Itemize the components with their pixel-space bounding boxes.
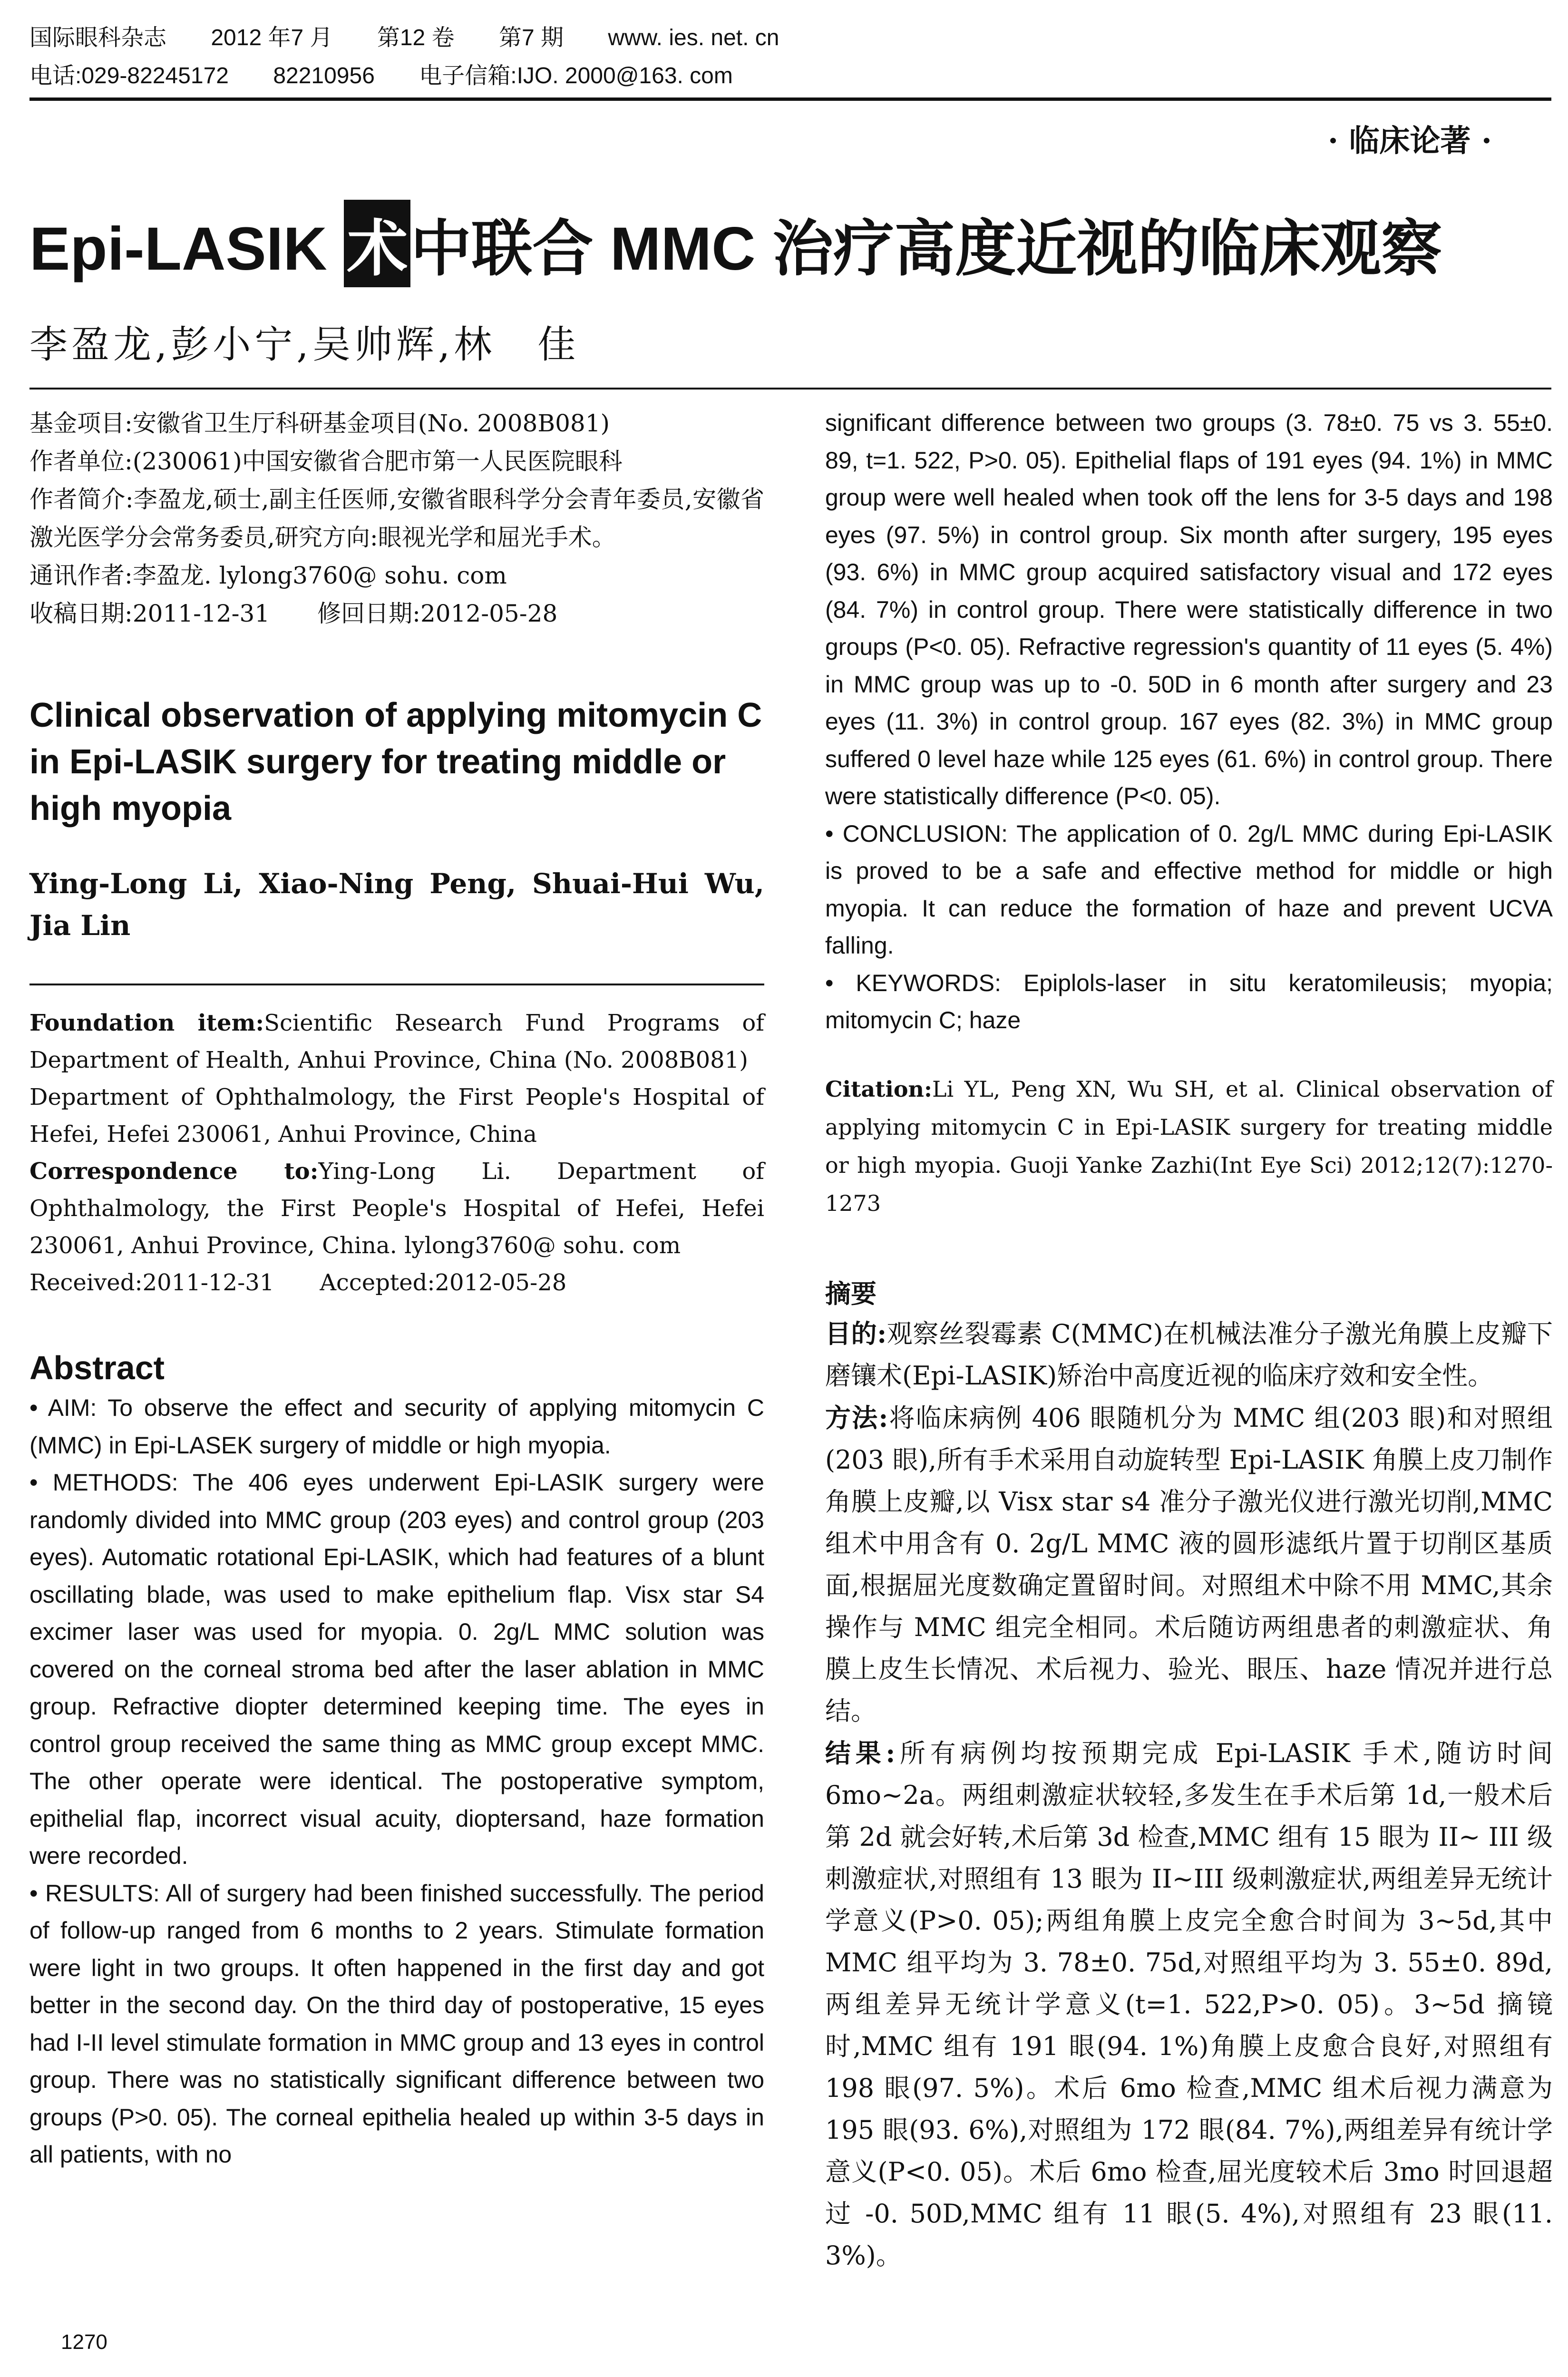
- cn-aim: [825, 1313, 1553, 1397]
- issue-date: 2012 年7 月: [211, 25, 333, 50]
- department: Department of Ophthalmology, the First People's Hospital of Hefei, Hefei 230061, Anhui Province, China: [29, 1084, 764, 1148]
- title-part-1: Epi-LASIK: [29, 215, 344, 283]
- right-column: [825, 404, 1553, 2277]
- foundation-label: Foundation item:: [29, 1010, 264, 1036]
- abstract-results-continued: significant difference between two groups (3. 78±0. 75 vs 3. 55±0. 89, t=1. 522, P>0. 05). Epithelial flaps of 191 eyes (94. 1%) in MMC group were well healed when took off the lens for 3-5 days and 198 eyes (97. 5%) in control group. Six month after surgery, 195 eyes (93. 6%) in MMC group acquired satisfactory visual and 172 eyes (84. 7%) in control group. There were statistically difference in two groups (P<0. 05). Refractive regression's quantity of 11 eyes (5. 4%) in MMC group was up to -0. 50D in 6 month after surgery and 23 eyes (11. 3%) in control group. 167 eyes (82. 3%) in MMC group suffered 0 level haze while 125 eyes (61. 6%) in control group. There were statistically difference (P<0. 05).: [825, 409, 1553, 809]
- citation-text: Li YL, Peng XN, Wu SH, et al. Clinical observation of applying mitomycin C in Epi-LASIK surgery for treating middle or high myopia. Guoji Yanke Zazhi(Int Eye Sci) 2012;12(7):1270-1273: [825, 1076, 1553, 1216]
- cn-methods-label: 方法:: [825, 1402, 888, 1433]
- section-tag: · 临床论著 ·: [1327, 123, 1492, 159]
- citation: [825, 1070, 1553, 1222]
- journal-header: [29, 19, 1551, 95]
- cn-methods: [825, 1397, 1553, 1732]
- foundation-item: [29, 1004, 764, 1079]
- cn-methods-text: 将临床病例 406 眼随机分为 MMC 组(203 眼)和对照组(203 眼),所有手术采用自动旋转型 Epi-LASIK 角膜上皮刀制作角膜上皮瓣,以 Visx star s4 准分子激光仪进行激光切削,MMC 组术中用含有 0. 2g/L MMC 液的圆形滤纸片置于切削区基质面,根据屈光度数确定置留时间。对照组术中除不用 MMC,其余操作与 MMC 组完全相同。术后随访两组患者的刺激症状、角膜上皮生长情况、术后视力、验光、眼压、haze 情况并进行总结。: [825, 1403, 1553, 1726]
- cn-results-label: 结果:: [825, 1737, 896, 1768]
- affiliation-info: 作者单位:(230061)中国安徽省合肥市第一人民医院眼科: [29, 448, 623, 475]
- header-divider: [29, 97, 1551, 101]
- journal-name: 国际眼科杂志: [29, 25, 167, 50]
- foundation-text: Scientific Research Fund Programs of Department of Health, Anhui Province, China (No. 2008B081): [29, 1010, 764, 1073]
- english-title: Clinical observation of applying mitomycin C in Epi-LASIK surgery for treating middle or high myopia: [29, 696, 762, 828]
- en-dates: Received:2011-12-31 Accepted:2012-05-28: [29, 1269, 567, 1296]
- page-number: 1270: [61, 2330, 107, 2354]
- abstract-methods: • METHODS: The 406 eyes underwent Epi-LASIK surgery were randomly divided into MMC group (203 eyes) and control group (203 eyes). Automatic rotational Epi-LASIK, which had features of a blunt oscillating blade, was used to make epithelium flap. Visx star S4 excimer laser was used for myopia. 0. 2g/L MMC solution was covered on the corneal stroma bed after the laser ablation in MMC group. Refractive diopter determined keeping time. The eyes in control group received the same thing as MMC group except MMC. The other operate were identical. The postoperative symptom, epithelial flap, incorrect visual acuity, dioptersand, haze formation were recorded.: [29, 1469, 764, 1869]
- abstract-results: • RESULTS: All of surgery had been finished successfully. The period of follow-up ranged from 6 months to 2 years. Stimulate formation were light in two groups. It often happened in the first day and got better in the second day. On the third day of postoperative, 15 eyes had I-II level stimulate formation in MMC group and 13 eyes in control group. There was no statistically significant difference between two groups (P>0. 05). The corneal epithelia healed up within 3-5 days in all patients, with no: [29, 1880, 764, 2168]
- cn-aim-text: 观察丝裂霉素 C(MMC)在机械法准分子激光角膜上皮瓣下磨镶术(Epi-LASIK)矫治中高度近视的临床疗效和安全性。: [825, 1318, 1553, 1391]
- abstract-heading: Abstract: [29, 1349, 165, 1386]
- author-bio: 作者简介:李盈龙,硕士,副主任医师,安徽省眼科学分会青年委员,安徽省激光医学分会常务委员,研究方向:眼视光学和屈光手术。: [29, 486, 764, 551]
- title-divider: [29, 388, 1551, 390]
- abstract-keywords: • KEYWORDS: Epiplols-laser in situ keratomileusis; myopia; mitomycin C; haze: [825, 969, 1553, 1033]
- fax: 82210956: [273, 63, 375, 88]
- issue-number: 第7 期: [498, 25, 564, 50]
- title-boxed-char: 术: [344, 200, 410, 287]
- title-part-2: 中联合 MMC 治疗高度近视的临床观察: [410, 215, 1442, 283]
- volume: 第12 卷: [377, 25, 455, 50]
- journal-website[interactable]: www. ies. net. cn: [608, 25, 779, 50]
- cn-results-text: 所有病例均按预期完成 Epi-LASIK 手术,随访时间 6mo~2a。两组刺激症状较轻,多发生在手术后第 1d,一般术后第 2d 就会好转,术后第 3d 检查,MMC 组有 15 眼为 II~ III 级刺激症状,对照组有 13 眼为 II~III 级刺激症状,两组差异无统计学意义(P>0. 05);两组角膜上皮完全愈合时间为 3~5d,其中 MMC 组平均为 3. 78±0. 75d,对照组平均为 3. 55±0. 89d,两组差异无统计学意义(t=1. 522,P>0. 05)。3~5d 摘镜时,MMC 组有 191 眼(94. 1%)角膜上皮愈合良好,对照组有 198 眼(97. 5%)。术后 6mo 检查,MMC 组术后视力满意为 195 眼(93. 6%),对照组为 172 眼(84. 7%),两组差异有统计学意义(P<0. 05)。术后 6mo 检查,屈光度较术后 3mo 时回退超过 -0. 50D,MMC 组有 11 眼(5. 4%),对照组有 23 眼(11. 3%)。: [825, 1738, 1553, 2270]
- abstract-aim: • AIM: To observe the effect and security of applying mitomycin C (MMC) in Epi-LASEK surgery of middle or high myopia.: [29, 1394, 764, 1459]
- article-info-cn: [29, 404, 764, 633]
- email[interactable]: 电子信箱:IJO. 2000@163. com: [419, 63, 733, 88]
- phone: 电话:029-82245172: [29, 63, 229, 88]
- corresponding-author: 通讯作者:李盈龙. lylong3760@ sohu. com: [29, 562, 507, 589]
- article-title: [29, 200, 1551, 287]
- cn-results: [825, 1732, 1553, 2277]
- cn-abstract-heading: 摘要: [825, 1278, 877, 1309]
- citation-label: Citation:: [825, 1076, 932, 1102]
- cn-aim-label: 目的:: [825, 1318, 887, 1349]
- abstract-conclusion: • CONCLUSION: The application of 0. 2g/L MMC during Epi-LASIK is proved to be a safe and effective method for middle or high myopia. It can reduce the formation of haze and prevent UCVA falling.: [825, 820, 1553, 959]
- correspondence-text: Ying-Long Li. Department of Ophthalmology, the First People's Hospital of Hefei, Hefei 230061, Anhui Province, China. lylong3760@ sohu. com: [29, 1158, 765, 1259]
- correspondence-label: Correspondence to:: [29, 1158, 319, 1185]
- authors-rule: [29, 984, 764, 985]
- header-line-2: [29, 57, 1551, 95]
- header-line-1: [29, 19, 1551, 57]
- left-column: [29, 404, 764, 2173]
- article-meta: [29, 1004, 764, 1301]
- received-dates: 收稿日期:2011-12-31 修回日期:2012-05-28: [29, 600, 558, 627]
- correspondence: [29, 1153, 764, 1264]
- fund-info: 基金项目:安徽省卫生厅科研基金项目(No. 2008B081): [29, 409, 610, 437]
- authors-cn: 李盈龙,彭小宁,吴帅辉,林 佳: [29, 322, 580, 367]
- english-authors: Ying-Long Li, Xiao-Ning Peng, Shuai-Hui Wu, Jia Lin: [29, 867, 764, 942]
